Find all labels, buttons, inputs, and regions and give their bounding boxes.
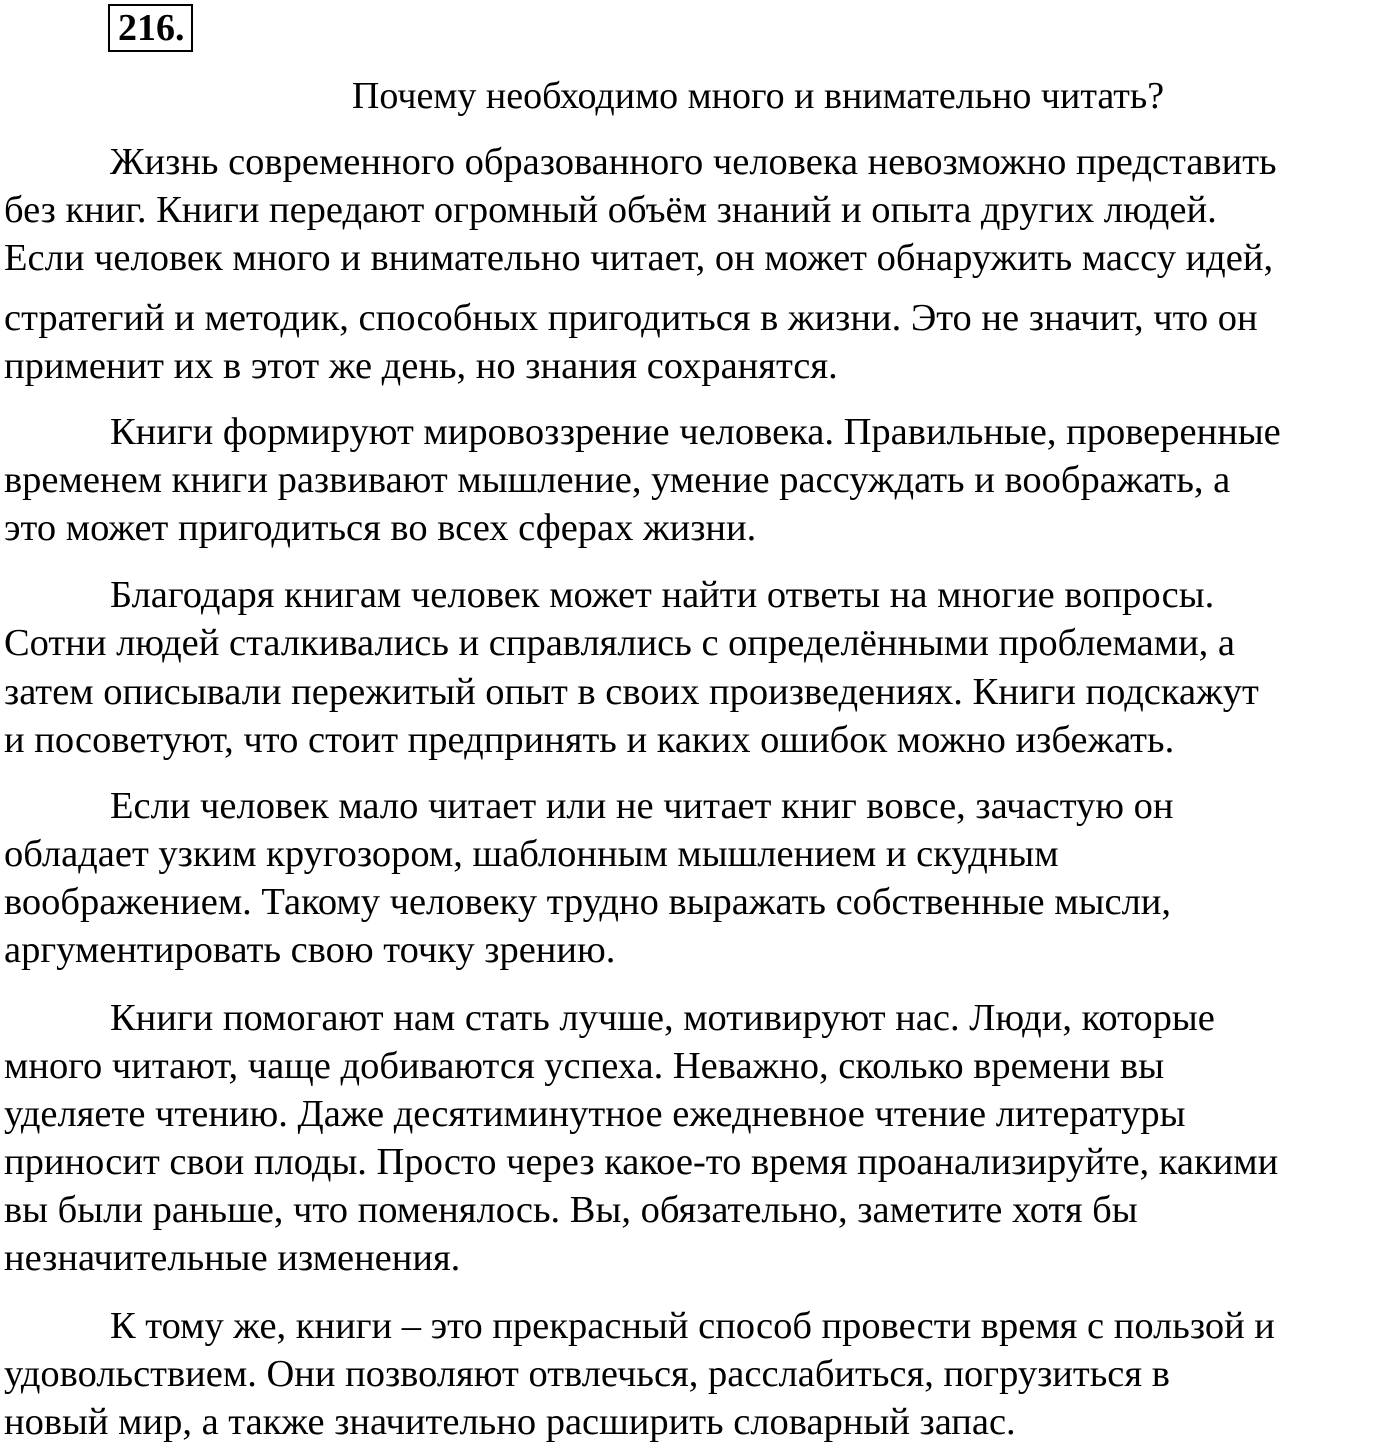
text-line: уделяете чтению. Даже десятиминутное ежедневное чтение литературы bbox=[4, 1093, 1186, 1135]
text-line: Благодаря книгам человек может найти ответы на многие вопросы. bbox=[110, 574, 1215, 616]
text-line: вы были раньше, что поменялось. Вы, обязательно, заметите хотя бы bbox=[4, 1189, 1138, 1231]
text-line: временем книги развивают мышление, умение рассуждать и воображать, а bbox=[4, 459, 1231, 501]
text-line: Если человек много и внимательно читает, он может обнаружить массу идей, bbox=[4, 237, 1274, 279]
text-line: Книги помогают нам стать лучше, мотивируют нас. Люди, которые bbox=[110, 997, 1215, 1039]
text-line: Сотни людей сталкивались и справлялись с определёнными проблемами, а bbox=[4, 622, 1236, 664]
text-line: без книг. Книги передают огромный объём знаний и опыта других людей. bbox=[4, 189, 1217, 231]
text-line: новый мир, а также значительно расширить словарный запас. bbox=[4, 1401, 1016, 1443]
text-line: воображением. Такому человеку трудно выражать собственные мысли, bbox=[4, 881, 1172, 923]
text-line: применит их в этот же день, но знания сохранятся. bbox=[4, 345, 838, 387]
text-line: стратегий и методик, способных пригодиться в жизни. Это не значит, что он bbox=[4, 297, 1258, 339]
text-line: Если человек мало читает или не читает книг вовсе, зачастую он bbox=[110, 785, 1174, 827]
text-line: приносит свои плоды. Просто через какое-то время проанализируйте, какими bbox=[4, 1141, 1279, 1183]
text-line: удовольствием. Они позволяют отвлечься, расслабиться, погрузиться в bbox=[4, 1353, 1170, 1395]
text-line: К тому же, книги – это прекрасный способ провести время с пользой и bbox=[110, 1305, 1275, 1347]
text-line: незначительные изменения. bbox=[4, 1237, 461, 1279]
text-line: Жизнь современного образованного человека невозможно представить bbox=[110, 141, 1277, 183]
text-line: это может пригодиться во всех сферах жизни. bbox=[4, 507, 757, 549]
exercise-number: 216. bbox=[108, 4, 193, 52]
text-line: Книги формируют мировоззрение человека. Правильные, проверенные bbox=[110, 411, 1281, 453]
text-line: много читают, чаще добиваются успеха. Неважно, сколько времени вы bbox=[4, 1045, 1165, 1087]
essay-title: Почему необходимо много и внимательно читать? bbox=[351, 75, 1165, 117]
text-line: обладает узким кругозором, шаблонным мышлением и скудным bbox=[4, 833, 1059, 875]
text-line: аргументировать свою точку зрению. bbox=[4, 929, 616, 971]
text-line: затем описывали пережитый опыт в своих произведениях. Книги подскажут bbox=[4, 671, 1259, 713]
text-line: и посоветуют, что стоит предпринять и каких ошибок можно избежать. bbox=[4, 719, 1175, 761]
